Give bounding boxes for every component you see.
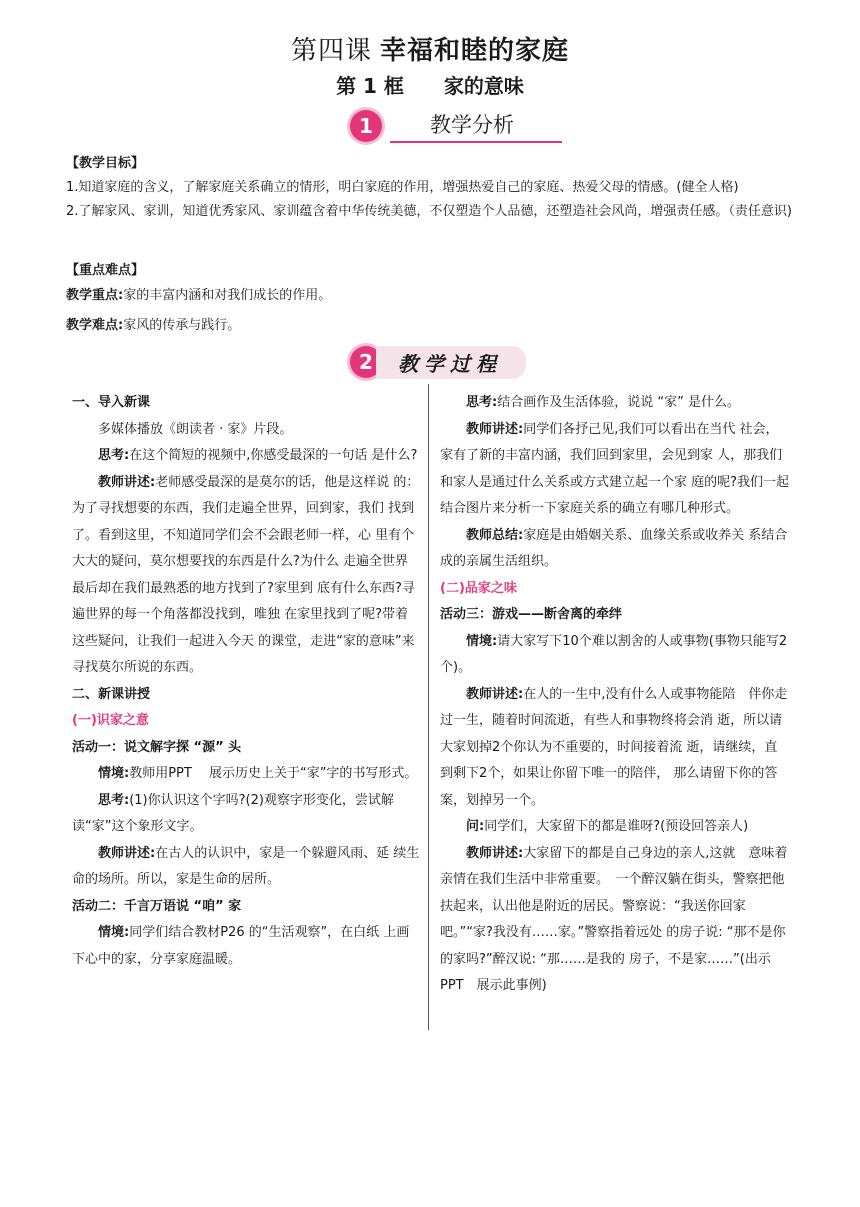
key-points [66,259,796,338]
keypoints-heading: 【重点难点】 [66,263,145,278]
question-3: 思考:结合画作及生活体验，说说 “家” 是什么。 [466,395,740,410]
lesson-title [0,30,860,67]
intro-heading: 一、导入新课 [72,395,151,410]
activity-2: 活动二：千言万语说 “咱” 家 [72,898,242,914]
subsection-2: (二)品家之味 [440,580,517,596]
activity-3: 活动三：游戏——断舍离的牵绊 [440,607,623,622]
new-lesson-heading: 二、新课讲授 [72,686,151,702]
frame-title [0,70,860,99]
intro-text: 多媒体播放《朗读者 · 家》片段。 [98,421,293,437]
question-ask: 问:同学们，大家留下的都是谁呀?(预设回答亲人) [466,819,749,834]
activity-1: 活动一：说文解字探 “源” 头 [72,739,242,755]
question-2: 思考:(1)你认识这个字吗?(2)观察字形变化，尝试解读“家”这个象形文字。 [72,792,394,834]
section-title: 教学过程 [376,346,526,379]
situation-1: 情境:教师用PPT 展示历史上关于“家”字的书写形式。 [98,766,418,781]
teacher-talk-3: 教师讲述:同学们各抒己见,我们可以看出在当代 社会，家有了新的丰富内涵，我们回到家里，会见到家 人，那我们和家人是通过什么关系或方式建立起一个家 庭的呢?我们一起结合图片来分析一下家庭关系的确立有哪几种形式。 [440,421,790,516]
teacher-talk-5: 教师讲述:大家留下的都是自己身边的亲人,这就 意味着亲情在我们生活中非常重要。 一个醉汉躺在街头，警察把他扶起来，认出他是附近的居民。警察说：“我送你回家吧。”“家?我没有……家。”警察指着远处 的房子说: “那不是你的家吗?”醉汉说: “那……是我的 房子，不是家……”(出示PPT 展示此事例) [440,845,788,993]
situation-3: 情境:请大家写下10个难以割舍的人或事物(事物只能写2个)。 [440,633,788,675]
goals-heading: 【教学目标】 [66,156,145,171]
section-number-badge: 2 [350,346,382,378]
teacher-talk-1: 教师讲述:老师感受最深的是莫尔的话，他是这样说 的：为了寻找想要的东西，我们走遍全世界，回到家，我们 找到了。看到这里，不知道同学们会不会跟老师一样，心 里有个大大的疑问，莫尔想要找的东西是什么?为什么 走遍全世界最后却在我们最熟悉的地方找到了?家里到 底有什么东西?寻遍世界的每一个角落都没找到，唯独 在家里找到了呢?带着这些疑问，让我们一起进入今天 的课堂，走进“家的意味”来寻找莫尔所说的东西。 [72,474,420,675]
lesson-number: 第四课 [290,36,372,66]
question-1: 思考:在这个简短的视频中,你感受最深的一句话 是什么? [98,448,418,463]
frame-number: 第 1 框 [336,74,404,98]
section-number-badge: 1 [350,110,382,142]
subsection-1: (一)识家之意 [72,713,149,728]
goal-item-2: 2.了解家风、家训，知道优秀家风、家训蕴含着中华传统美德，不仅塑造个人品德，还塑造社会风尚，增强责任感。（责任意识) [66,204,792,219]
teacher-talk-4: 教师讲述:在人的一生中,没有什么人或事物能陪 伴你走过一生，随着时间流逝，有些人和事物终将会消 逝，所以请大家划掉2个你认为不重要的，时间接着流 逝，请继续，直到剩下2个，如果让你留下唯一的陪伴， 那么请留下你的答案，划掉另一个。 [440,686,788,808]
situation-2: 情境:同学们结合教材P26 的“生活观察”，在白纸 上画下心中的家，分享家庭温暖。 [72,925,410,967]
frame-name: 家的意味 [443,74,524,98]
teacher-summary: 教师总结:家庭是由婚姻关系、血缘关系或收养关 系结合成的亲属生活组织。 [440,527,788,569]
difficulty-line: 教学难点:家风的传承与践行。 [66,318,241,333]
section-teaching-process [350,342,526,382]
column-divider [428,384,429,1030]
teacher-talk-2: 教师讲述:在古人的认识中，家是一个躲避风雨、延 续生命的场所。所以，家是生命的居所。 [72,845,420,887]
left-column [72,390,420,973]
goal-item-1: 1.知道家庭的含义，了解家庭关系确立的情形，明白家庭的作用，增强热爱自己的家庭、热爱父母的情感。(健全人格) [66,180,739,195]
section-teaching-analysis [350,106,562,146]
lesson-name: 幸福和睦的家庭 [380,36,570,66]
right-column [440,390,790,1000]
section-title: 教学分析 [390,109,562,143]
focus-line: 教学重点:家的丰富内涵和对我们成长的作用。 [66,288,332,303]
teaching-goals [66,152,796,224]
